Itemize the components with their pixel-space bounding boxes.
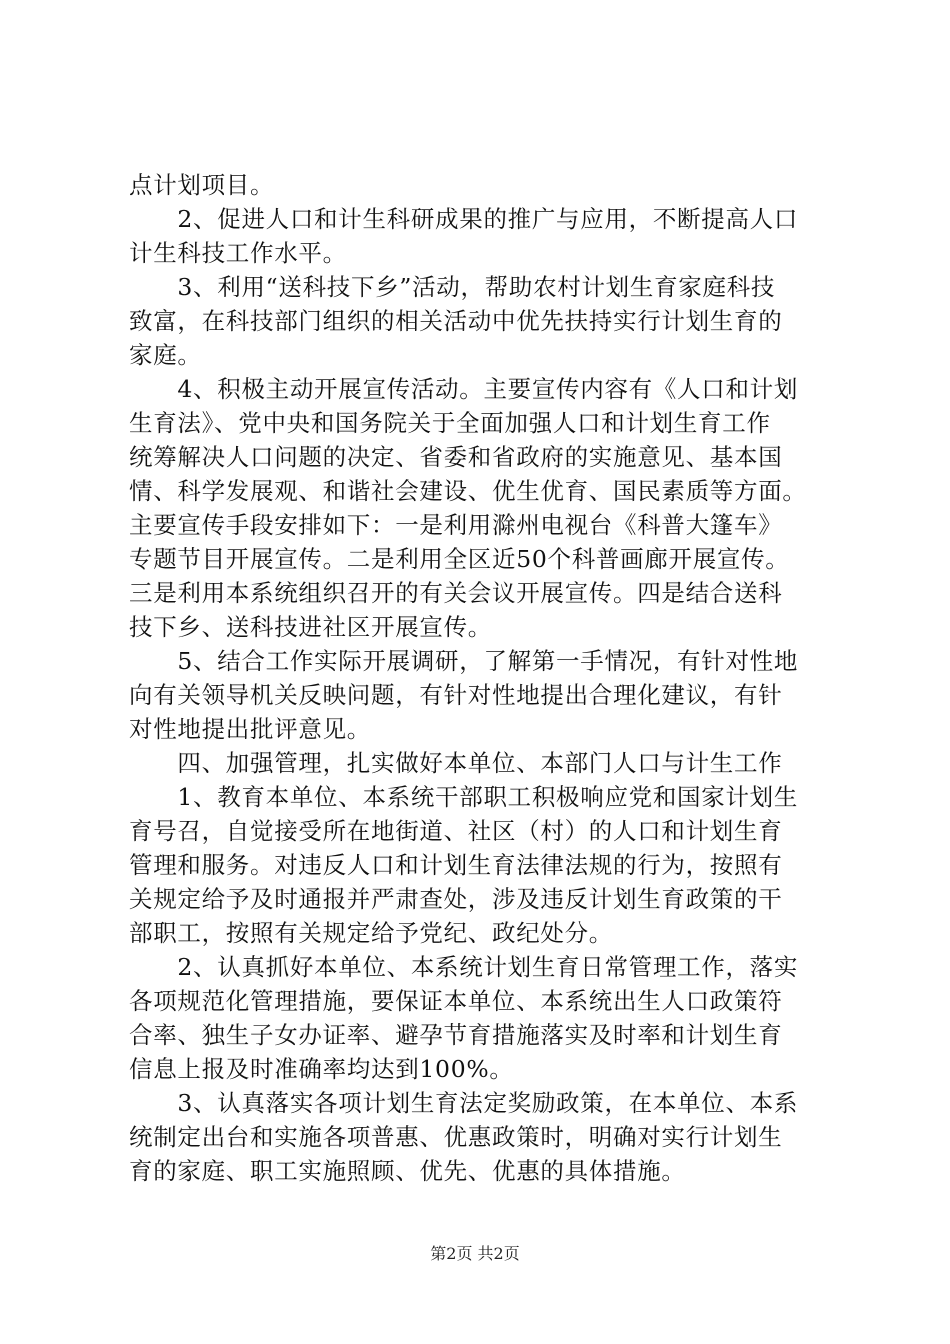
text-line: 点计划项目。 <box>129 171 275 199</box>
text-line: 5、结合工作实际开展调研，了解第一手情况，有针对性地 <box>129 647 799 675</box>
text-line: 三是利用本系统组织召开的有关会议开展宣传。四是结合送科 <box>129 579 783 607</box>
text-line: 致富，在科技部门组织的相关活动中优先扶持实行计划生育的 <box>129 307 783 335</box>
text-line: 4、积极主动开展宣传活动。主要宣传内容有《人口和计划 <box>129 375 799 403</box>
text-line: 2、认真抓好本单位、本系统计划生育日常管理工作，落实 <box>129 953 799 981</box>
text-line: 技下乡、送科技进社区开展宣传。 <box>129 613 492 641</box>
page-number-footer: 第2页 共2页 <box>430 1244 520 1263</box>
section-heading: 四、加强管理，扎实做好本单位、本部门人口与计生工作 <box>129 749 783 777</box>
text-line: 3、认真落实各项计划生育法定奖励政策，在本单位、本系 <box>129 1089 799 1117</box>
text-line: 生育法》、党中央和国务院关于全面加强人口和计划生育工作 <box>129 409 771 437</box>
text-line: 统筹解决人口问题的决定、省委和省政府的实施意见、基本国 <box>129 443 783 471</box>
document-body <box>129 168 831 1188</box>
text-line: 专题节目开展宣传。二是利用全区近50个科普画廊开展宣传。 <box>129 545 790 573</box>
text-line: 育的家庭、职工实施照顾、优先、优惠的具体措施。 <box>129 1157 686 1185</box>
text-line: 向有关领导机关反映问题，有针对性地提出合理化建议，有针 <box>129 681 783 709</box>
text-line: 部职工，按照有关规定给予党纪、政纪处分。 <box>129 919 613 947</box>
text-line: 计生科技工作水平。 <box>129 239 347 267</box>
text-line: 关规定给予及时通报并严肃查处，涉及违反计划生育政策的干 <box>129 885 783 913</box>
text-line: 对性地提出批评意见。 <box>129 715 371 743</box>
text-line: 合率、独生子女办证率、避孕节育措施落实及时率和计划生育 <box>129 1021 783 1049</box>
text-line: 3、利用“送科技下乡”活动，帮助农村计划生育家庭科技 <box>129 273 776 301</box>
text-line: 2、促进人口和计生科研成果的推广与应用，不断提高人口 <box>129 205 799 233</box>
text-line: 管理和服务。对违反人口和计划生育法律法规的行为，按照有 <box>129 851 783 879</box>
text-line: 各项规范化管理措施，要保证本单位、本系统出生人口政策符 <box>129 987 783 1015</box>
text-line: 情、科学发展观、和谐社会建设、优生优育、国民素质等方面。 <box>129 477 807 505</box>
text-line: 主要宣传手段安排如下：一是利用滁州电视台《科普大篷车》 <box>129 511 783 539</box>
text-line: 1、教育本单位、本系统干部职工积极响应党和国家计划生 <box>129 783 799 811</box>
text-line: 信息上报及时准确率均达到100%。 <box>129 1055 514 1083</box>
text-line: 育号召，自觉接受所在地街道、社区（村）的人口和计划生育 <box>129 817 783 845</box>
text-line: 家庭。 <box>129 341 202 369</box>
text-line: 统制定出台和实施各项普惠、优惠政策时，明确对实行计划生 <box>129 1123 783 1151</box>
